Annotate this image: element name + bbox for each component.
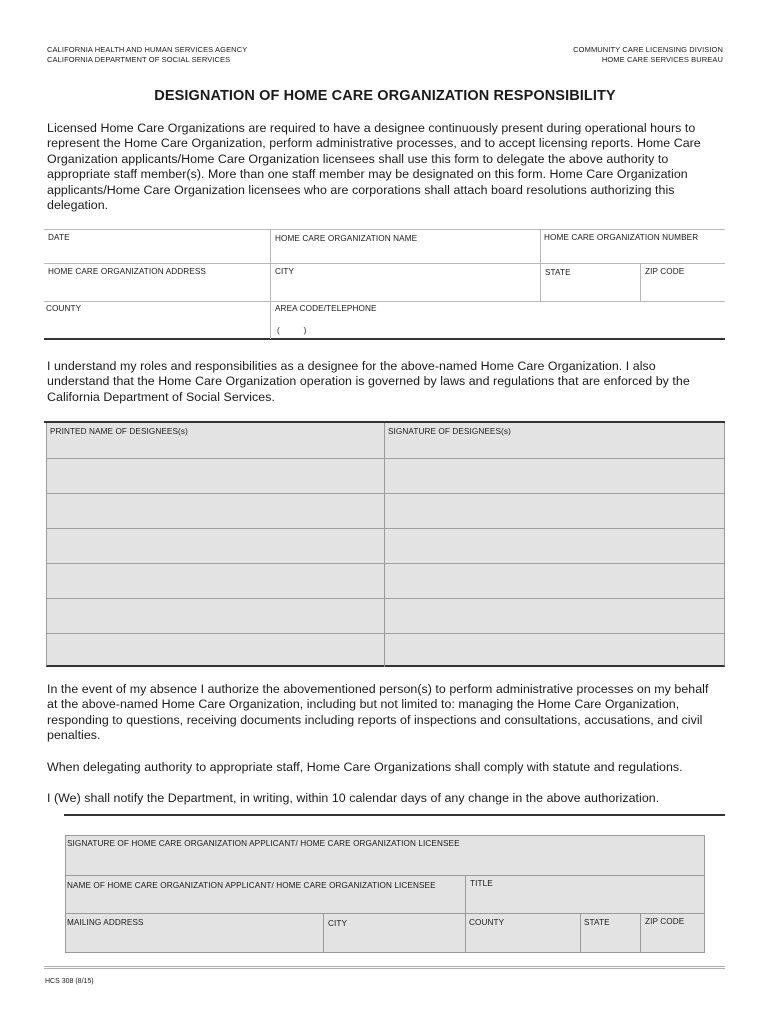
- applicant-city-field[interactable]: CITY: [328, 919, 348, 928]
- designee-signature-input[interactable]: [385, 529, 724, 563]
- designee-name-header: PRINTED NAME OF DESIGNEES(s): [50, 427, 188, 436]
- org-number-field[interactable]: HOME CARE ORGANIZATION NUMBER: [544, 233, 699, 242]
- intro-paragraph: Licensed Home Care Organizations are required to have a designee continuously present during operational hours to represent the Home Care Organization, perform administrative processes, and to accept licensing reports. Home Care Organization applicants/Home Care Organization licensees shall use this form to delegate the above authority to appropriate staff member(s). More than one staff member may be designated on this form. Home Care Organization applicants/Home Care Organization licensees who are corporations shall attach board resolutions authorizing this delegation.: [47, 121, 701, 213]
- applicant-zip-field[interactable]: ZIP CODE: [645, 917, 685, 926]
- page-title: DESIGNATION OF HOME CARE ORGANIZATION RESPONSIBILITY: [154, 88, 616, 104]
- title-field[interactable]: TITLE: [470, 879, 493, 888]
- designee-signature-input[interactable]: [385, 459, 724, 493]
- understand-paragraph: I understand my roles and responsibilities as a designee for the above-named Home Care Organization. I also understand that the Home Care Organization operation is governed by laws and regulations that are enforced by the California Department of Social Services.: [47, 359, 690, 404]
- county-field[interactable]: COUNTY: [46, 304, 82, 313]
- agency-name: CALIFORNIA HEALTH AND HUMAN SERVICES AGENCY CALIFORNIA DEPARTMENT OF SOCIAL SERVICES: [47, 45, 248, 64]
- org-address-field[interactable]: HOME CARE ORGANIZATION ADDRESS: [48, 267, 206, 276]
- designee-name-input[interactable]: [47, 459, 384, 493]
- date-field[interactable]: DATE: [48, 233, 70, 242]
- form-id: HCS 308 (8/15): [45, 978, 94, 985]
- statute-paragraph: When delegating authority to appropriate staff, Home Care Organizations shall comply with statute and regulations.: [47, 760, 683, 774]
- designee-signature-input[interactable]: [385, 599, 724, 633]
- division-name: COMMUNITY CARE LICENSING DIVISION HOME CARE SERVICES BUREAU: [573, 45, 723, 64]
- notify-paragraph: I (We) shall notify the Department, in writing, within 10 calendar days of any change in the above authorization.: [47, 791, 660, 805]
- zip-field[interactable]: ZIP CODE: [645, 267, 685, 276]
- designee-signature-header: SIGNATURE OF DESIGNEES(s): [388, 427, 511, 436]
- absence-paragraph: In the event of my absence I authorize the abovementioned person(s) to perform administrative processes on my behalf at the above-named Home Care Organization, including but not limited to: managing the Home Care Organization, responding to questions, receiving documents including reports of inspections and consultations, accusations, and civil penalties.: [47, 682, 709, 743]
- designee-name-input[interactable]: [47, 564, 384, 598]
- mailing-address-field[interactable]: MAILING ADDRESS: [67, 918, 144, 927]
- designee-signature-input[interactable]: [385, 494, 724, 528]
- designee-name-input[interactable]: [47, 634, 384, 666]
- state-field[interactable]: STATE: [545, 268, 571, 277]
- applicant-signature-field[interactable]: SIGNATURE OF HOME CARE ORGANIZATION APPLICANT/ HOME CARE ORGANIZATION LICENSEE: [67, 839, 460, 848]
- designee-signature-input[interactable]: [385, 634, 724, 666]
- org-name-field[interactable]: HOME CARE ORGANIZATION NAME: [275, 234, 418, 243]
- designee-name-input[interactable]: [47, 529, 384, 563]
- applicant-name-field[interactable]: NAME OF HOME CARE ORGANIZATION APPLICANT/ HOME CARE ORGANIZATION LICENSEE: [67, 881, 436, 890]
- applicant-state-field[interactable]: STATE: [584, 918, 610, 927]
- city-field[interactable]: CITY: [275, 267, 295, 276]
- applicant-county-field[interactable]: COUNTY: [469, 918, 505, 927]
- designee-name-input[interactable]: [47, 599, 384, 633]
- designee-signature-input[interactable]: [385, 564, 724, 598]
- phone-area-code: ( ): [277, 326, 307, 335]
- designee-name-input[interactable]: [47, 494, 384, 528]
- phone-field[interactable]: AREA CODE/TELEPHONE: [275, 304, 377, 313]
